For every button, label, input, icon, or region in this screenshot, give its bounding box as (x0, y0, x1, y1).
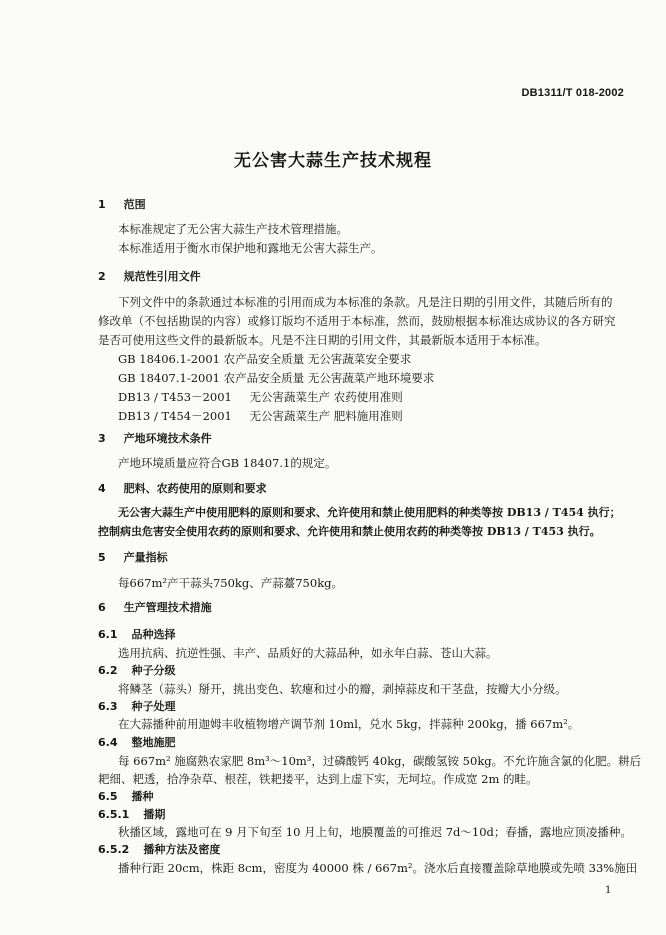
reference-code: GB 18406.1-2001 (118, 352, 221, 366)
reference-code: GB 18407.1-2001 (118, 371, 221, 385)
section-number: 2 (98, 270, 106, 283)
reference-code: DB13 / T454－2001 (118, 409, 232, 423)
section-6-heading (98, 601, 212, 615)
section-1-heading (98, 198, 146, 212)
section-number: 6 (98, 601, 106, 614)
paragraph: 秋播区域，露地可在 9 月下旬至 10 月上旬，地膜覆盖的可推迟 7d～10d；春播，露地应顶凌播种。 (118, 825, 632, 839)
section-number: 5 (98, 551, 106, 564)
subsection-6-5-1-heading (98, 808, 165, 822)
section-number: 6.1 (98, 628, 118, 641)
reference-item (118, 352, 411, 366)
reference-name: 无公害蔬菜生产 农药使用准则 (249, 390, 403, 404)
section-number: 4 (98, 482, 106, 495)
section-title: 播种 (131, 790, 154, 803)
section-number: 6.5 (98, 790, 118, 803)
section-number: 6.3 (98, 700, 118, 713)
reference-code: DB13 / T453－2001 (118, 390, 232, 404)
section-number: 6.5.1 (98, 808, 130, 821)
section-4-heading (98, 482, 267, 496)
section-title: 种子处理 (131, 700, 176, 713)
subsection-6-5-2-heading (98, 843, 220, 857)
section-title: 整地施肥 (131, 736, 176, 749)
reference-item (118, 371, 434, 385)
page-number: 1 (605, 885, 612, 896)
section-2-heading (98, 270, 201, 284)
section-title: 范围 (123, 198, 146, 211)
paragraph: 每 667m² 施腐熟农家肥 8m³～10m³，过磷酸钙 40kg，碳酸氢铵 50kg。不允许施含氯的化肥。耕后 (118, 754, 642, 768)
paragraph: 本标准规定了无公害大蒜生产技术管理措施。 (118, 222, 348, 236)
paragraph: 产地环境质量应符合GB 18407.1的规定。 (118, 456, 337, 470)
reference-item (118, 390, 403, 404)
paragraph: 是否可使用这些文件的最新版本。凡是不注日期的引用文件，其最新版本适用于本标准。 (98, 333, 547, 347)
reference-item (118, 409, 403, 423)
section-title: 播期 (143, 808, 166, 821)
reference-name: 农产品安全质量 无公害蔬菜安全要求 (223, 352, 412, 366)
page-title: 无公害大蒜生产技术规程 (234, 151, 432, 171)
section-number: 6.4 (98, 736, 118, 749)
reference-name: 无公害蔬菜生产 肥料施用准则 (249, 409, 403, 423)
section-title: 品种选择 (131, 628, 176, 641)
paragraph: 修改单（不包括勘误的内容）或修订版均不适用于本标准，然而，鼓励根据本标准达成协议的各方研究 (98, 314, 616, 328)
paragraph: 将鳞茎（蒜头）掰开，挑出变色、软瘪和过小的瓣，剥掉蒜皮和干茎盘，按瓣大小分级。 (118, 682, 567, 696)
paragraph: 在大蒜播种前用迦姆丰收植物增产调节剂 10ml，兑水 5kg，拌蒜种 200kg，播 667m²。 (118, 717, 580, 731)
section-title: 肥料、农药使用的原则和要求 (123, 482, 267, 495)
paragraph: 无公害大蒜生产中使用肥料的原则和要求、允许使用和禁止使用肥料的种类等按 DB13 / T454 执行； (118, 506, 621, 519)
section-number: 6.5.2 (98, 843, 130, 856)
section-5-heading (98, 551, 168, 565)
paragraph: 每667m²产干蒜头750kg、产蒜薹750kg。 (118, 576, 344, 590)
paragraph: 下列文件中的条款通过本标准的引用而成为本标准的条款。凡是注日期的引用文件，其随后所有的 (118, 295, 613, 309)
section-title: 规范性引用文件 (123, 270, 201, 283)
section-number: 3 (98, 432, 106, 445)
paragraph: 本标准适用于衡水市保护地和露地无公害大蒜生产。 (118, 241, 383, 255)
paragraph: 播种行距 20cm，株距 8cm，密度为 40000 株 / 667m²。浇水后直接覆盖除草地膜或先喷 33%施田 (118, 861, 638, 875)
reference-name: 农产品安全质量 无公害蔬菜产地环境要求 (223, 371, 435, 385)
section-number: 1 (98, 198, 106, 211)
subsection-6-3-heading (98, 700, 176, 714)
section-title: 种子分级 (131, 664, 176, 677)
section-title: 播种方法及密度 (143, 843, 221, 856)
subsection-6-1-heading (98, 628, 176, 642)
paragraph: 选用抗病、抗逆性强、丰产、品质好的大蒜品种，如永年白蒜、苍山大蒜。 (118, 646, 498, 660)
paragraph: 控制病虫危害安全使用农药的原则和要求、允许使用和禁止使用农药的种类等按 DB13 / T453 执行。 (98, 525, 601, 538)
section-title: 生产管理技术措施 (123, 601, 212, 614)
subsection-6-4-heading (98, 736, 176, 750)
paragraph: 耙细、耙透，拾净杂草、根茬，铁耙搂平，达到上虚下实，无坷垃。作成宽 2m 的畦。 (98, 772, 538, 786)
subsection-6-2-heading (98, 664, 176, 678)
subsection-6-5-heading (98, 790, 154, 804)
section-title: 产量指标 (123, 551, 168, 564)
section-title: 产地环境技术条件 (123, 432, 212, 445)
section-3-heading (98, 432, 212, 446)
document-code: DB1311/T 018-2002 (521, 87, 624, 99)
section-number: 6.2 (98, 664, 118, 677)
